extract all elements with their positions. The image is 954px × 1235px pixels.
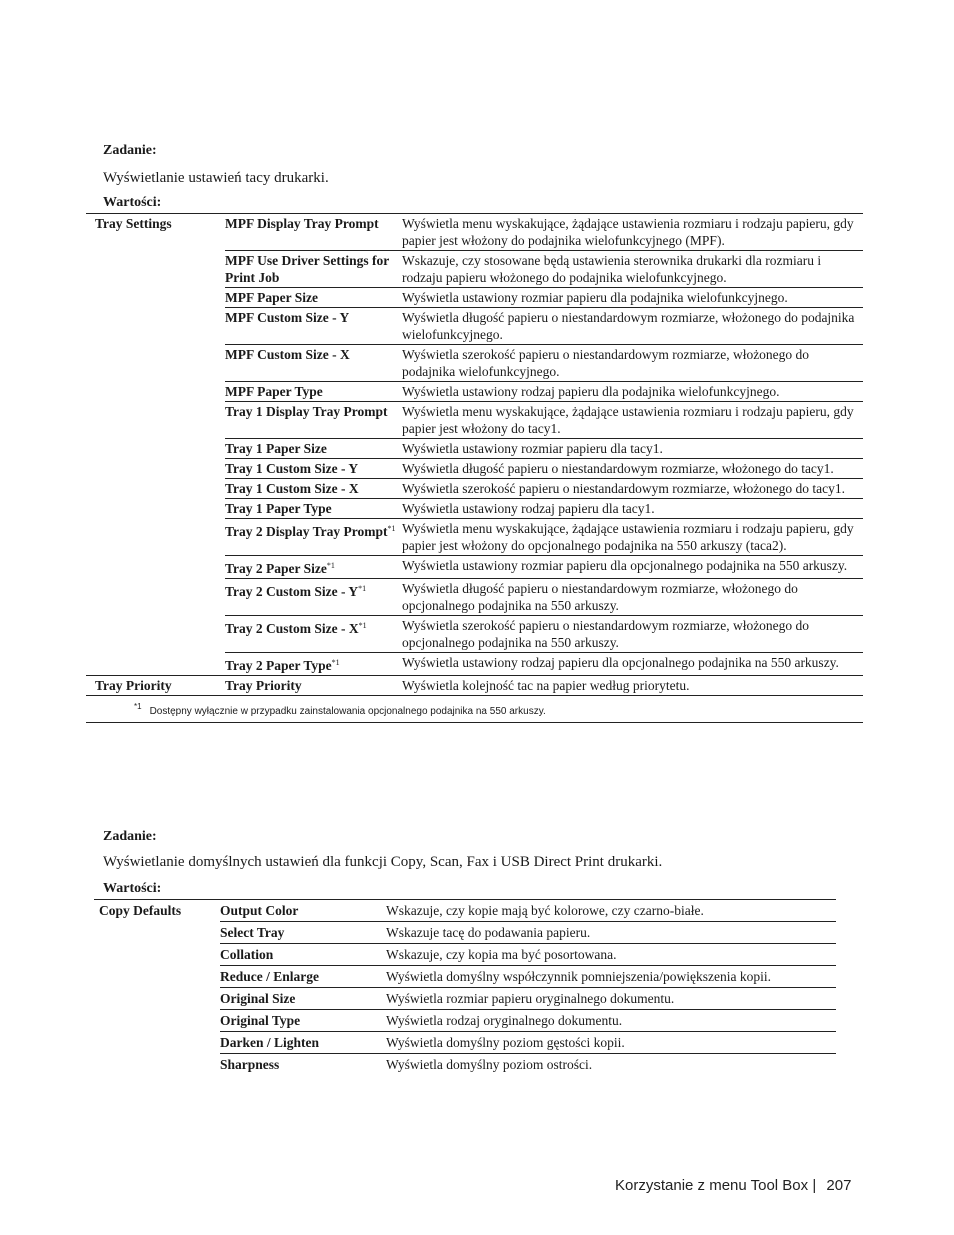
table-row [94, 944, 836, 966]
table-row [86, 459, 863, 479]
setting-description: Wyświetla długość papieru o niestandardowym rozmiarze, włożonego do podajnika wielofunkcyjnego. [402, 308, 863, 345]
group-label [86, 499, 225, 519]
table-row [86, 556, 863, 579]
group-label [94, 988, 220, 1010]
group-label [86, 616, 225, 653]
setting-name-text: MPF Paper Type [225, 384, 323, 399]
table-row [94, 900, 836, 922]
setting-name: Sharpness [220, 1054, 386, 1076]
setting-name-text: Tray 1 Paper Type [225, 501, 332, 516]
setting-name-text: MPF Paper Size [225, 290, 318, 305]
setting-name [225, 616, 402, 653]
setting-name [225, 308, 402, 345]
setting-description: Wyświetla ustawiony rodzaj papieru dla podajnika wielofunkcyjnego. [402, 382, 863, 402]
table-row [86, 214, 863, 251]
table-row [86, 382, 863, 402]
setting-name-text: Tray 2 Display Tray Prompt [225, 524, 388, 539]
setting-name-text: MPF Display Tray Prompt [225, 216, 379, 231]
section2-heading: Zadanie: [103, 829, 157, 844]
setting-name-text: MPF Custom Size - X [225, 347, 350, 362]
group-label: Copy Defaults [94, 900, 220, 922]
setting-name: Original Type [220, 1010, 386, 1032]
setting-description: Wyświetla długość papieru o niestandardowym rozmiarze, włożonego do tacy1. [402, 459, 863, 479]
setting-description: Wyświetla kolejność tac na papier według priorytetu. [402, 676, 863, 696]
setting-name: Darken / Lighten [220, 1032, 386, 1054]
footnote-text: Dostępny wyłącznie w przypadku zainstalowania opcjonalnego podajnika na 550 arkuszy. [149, 706, 546, 717]
footnote-row [86, 696, 863, 723]
group-label [86, 345, 225, 382]
table-row [86, 288, 863, 308]
setting-description: Wyświetla domyślny współczynnik pomniejszenia/powiększenia kopii. [386, 966, 836, 988]
table-row [86, 479, 863, 499]
group-label [86, 459, 225, 479]
setting-name-text: Tray 1 Display Tray Prompt [225, 404, 388, 419]
table-row [86, 402, 863, 439]
setting-name [225, 519, 402, 556]
setting-description: Wskazuje, czy stosowane będą ustawienia sterownika drukarki dla rozmiaru i rodzaju papieru włożonego do podajnika wielofunkcyjnego. [402, 251, 863, 288]
tray-settings-table [86, 213, 863, 723]
table-row [86, 579, 863, 616]
setting-description: Wyświetla domyślny poziom ostrości. [386, 1054, 836, 1076]
setting-name: Original Size [220, 988, 386, 1010]
section2-description: Wyświetlanie domyślnych ustawień dla funkcji Copy, Scan, Fax i USB Direct Print drukarki. [103, 854, 663, 870]
page-number: 207 [826, 1177, 852, 1194]
group-label [86, 288, 225, 308]
table-row [94, 922, 836, 944]
section1-heading: Zadanie: [103, 143, 157, 158]
group-label [86, 402, 225, 439]
setting-description: Wyświetla ustawiony rodzaj papieru dla opcjonalnego podajnika na 550 arkuszy. [402, 653, 863, 676]
table-row [94, 1032, 836, 1054]
setting-name-text: Tray 2 Custom Size - X [225, 621, 359, 636]
table-row [86, 439, 863, 459]
copy-defaults-table [94, 899, 836, 1075]
setting-name [225, 288, 402, 308]
setting-name-text: Tray 1 Custom Size - X [225, 481, 359, 496]
group-label [86, 382, 225, 402]
group-label [86, 556, 225, 579]
setting-description: Wyświetla ustawiony rozmiar papieru dla opcjonalnego podajnika na 550 arkuszy. [402, 556, 863, 579]
group-label [86, 308, 225, 345]
group-label [94, 922, 220, 944]
setting-name [225, 402, 402, 439]
setting-description: Wskazuje tacę do podawania papieru. [386, 922, 836, 944]
setting-description: Wyświetla ustawiony rozmiar papieru dla podajnika wielofunkcyjnego. [402, 288, 863, 308]
table-row [94, 1010, 836, 1032]
setting-name [225, 459, 402, 479]
group-label [94, 1054, 220, 1076]
setting-name-text: Tray 2 Paper Type [225, 658, 332, 673]
group-label [94, 966, 220, 988]
table-row [86, 616, 863, 653]
table-row [86, 345, 863, 382]
setting-description: Wyświetla szerokość papieru o niestandardowym rozmiarze, włożonego do tacy1. [402, 479, 863, 499]
setting-name [225, 382, 402, 402]
setting-description: Wyświetla menu wyskakujące, żądające ustawienia rozmiaru i rodzaju papieru, gdy papier jest włożony do podajnika wielofunkcyjnego (MPF). [402, 214, 863, 251]
setting-name: Tray Priority [225, 676, 402, 696]
setting-description: Wyświetla rodzaj oryginalnego dokumentu. [386, 1010, 836, 1032]
group-label [94, 944, 220, 966]
group-label: Tray Settings [86, 214, 225, 251]
setting-name-text: MPF Use Driver Settings for Print Job [225, 253, 389, 285]
footnote-marker: *1 [358, 621, 367, 630]
setting-name [225, 251, 402, 288]
setting-description: Wyświetla ustawiony rodzaj papieru dla tacy1. [402, 499, 863, 519]
setting-name-text: Tray 2 Paper Size [225, 561, 327, 576]
footnote-mark: *1 [134, 702, 142, 711]
table-row [86, 519, 863, 556]
group-label: Tray Priority [86, 676, 225, 696]
footer-text: Korzystanie z menu Tool Box | [615, 1177, 817, 1194]
section1-values-label: Wartości: [103, 195, 162, 210]
setting-name: Select Tray [220, 922, 386, 944]
group-label [86, 479, 225, 499]
footnote-marker: *1 [326, 561, 335, 570]
setting-name-text: Tray 2 Custom Size - Y [225, 584, 359, 599]
setting-name-text: Tray 1 Custom Size - Y [225, 461, 359, 476]
setting-name [225, 653, 402, 676]
setting-description: Wskazuje, czy kopia ma być posortowana. [386, 944, 836, 966]
group-label [86, 439, 225, 459]
table-row [94, 988, 836, 1010]
group-label [94, 1010, 220, 1032]
setting-description: Wyświetla menu wyskakujące, żądające ustawienia rozmiaru i rodzaju papieru, gdy papier jest włożony do tacy1. [402, 402, 863, 439]
setting-description: Wskazuje, czy kopie mają być kolorowe, czy czarno-białe. [386, 900, 836, 922]
footnote-marker: *1 [358, 584, 367, 593]
setting-description: Wyświetla szerokość papieru o niestandardowym rozmiarze, włożonego do opcjonalnego podajnika na 550 arkuszy. [402, 616, 863, 653]
setting-description: Wyświetla rozmiar papieru oryginalnego dokumentu. [386, 988, 836, 1010]
group-label [86, 251, 225, 288]
setting-name [225, 499, 402, 519]
footnote-marker: *1 [387, 524, 396, 533]
section1-description: Wyświetlanie ustawień tacy drukarki. [103, 170, 329, 186]
group-label [86, 653, 225, 676]
setting-description: Wyświetla ustawiony rozmiar papieru dla tacy1. [402, 439, 863, 459]
setting-name [225, 345, 402, 382]
setting-name-text: Tray 1 Paper Size [225, 441, 327, 456]
table-row-priority [86, 676, 863, 696]
setting-name: Collation [220, 944, 386, 966]
table-row [94, 1054, 836, 1076]
setting-name [225, 439, 402, 459]
setting-name [225, 214, 402, 251]
setting-name: Output Color [220, 900, 386, 922]
setting-name [225, 579, 402, 616]
section2-values-label: Wartości: [103, 881, 162, 896]
table-row [94, 966, 836, 988]
setting-name [225, 556, 402, 579]
table-row [86, 251, 863, 288]
setting-description: Wyświetla domyślny poziom gęstości kopii. [386, 1032, 836, 1054]
setting-name: Reduce / Enlarge [220, 966, 386, 988]
setting-name [225, 479, 402, 499]
table-row [86, 499, 863, 519]
table-row [86, 653, 863, 676]
setting-name-text: MPF Custom Size - Y [225, 310, 350, 325]
group-label [86, 519, 225, 556]
setting-description: Wyświetla szerokość papieru o niestandardowym rozmiarze, włożonego do podajnika wielofunkcyjnego. [402, 345, 863, 382]
group-label [86, 579, 225, 616]
footnote-marker: *1 [331, 658, 340, 667]
group-label [94, 1032, 220, 1054]
table-row [86, 308, 863, 345]
setting-description: Wyświetla długość papieru o niestandardowym rozmiarze, włożonego do opcjonalnego podajnika na 550 arkuszy. [402, 579, 863, 616]
page-footer [615, 1177, 851, 1194]
setting-description: Wyświetla menu wyskakujące, żądające ustawienia rozmiaru i rodzaju papieru, gdy papier jest włożony do opcjonalnego podajnika na 550 arkuszy (taca2). [402, 519, 863, 556]
